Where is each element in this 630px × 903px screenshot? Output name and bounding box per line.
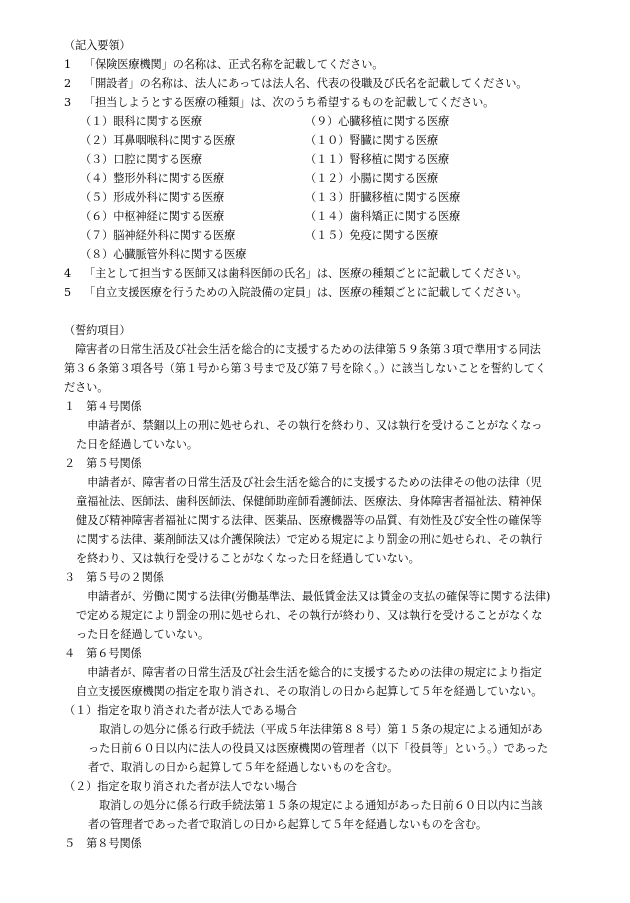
item-number: 1 <box>64 58 72 71</box>
section-title: ５ 第８号関係 <box>64 837 142 850</box>
section-body-line: 申請者が、労働に関する法律(労働基準法、最低賃金法又は賃金の支払の確保等に関する法律) <box>76 590 551 603</box>
medical-type-item: （９）心臓移植に関する医療 <box>305 115 450 128</box>
medical-type-item: （１０）腎臓に関する医療 <box>305 134 439 147</box>
medical-type-item: （１４）歯科矯正に関する医療 <box>305 210 461 223</box>
subsection-body-line: 者の管理者であった者で取消しの日から起算して５年を経過しないものを含む。 <box>88 818 488 831</box>
pledge-intro-line: 障害者の日常生活及び社会生活を総合的に支援するための法律第５９条第３項で準用する同法 <box>64 343 541 356</box>
medical-type-item: （２）耳鼻咽喉科に関する医療 <box>80 134 236 147</box>
section-title: ３ 第５号の２関係 <box>64 571 164 584</box>
item-text: 「保険医療機関」の名称は、正式名称を記載してください。 <box>84 58 384 71</box>
item-number: 5 <box>64 286 72 299</box>
medical-type-item: （６）中枢神経に関する医療 <box>80 210 225 223</box>
item-number: 2 <box>64 77 72 90</box>
subsection-body-line: 取消しの処分に係る行政手続法第１５条の規定による通知があった日前６０日以内に当該 <box>88 799 543 812</box>
instructions-heading: （記入要領） <box>64 39 131 52</box>
subsection-title: （１）指定を取り消された者が法人である場合 <box>64 704 297 717</box>
medical-type-item: （１１）腎移植に関する医療 <box>305 153 450 166</box>
section-body-line: を終わり、又は執行を受けることがなくなった日を経過していない。 <box>76 552 420 565</box>
medical-type-item: （３）口腔に関する医療 <box>80 153 202 166</box>
section-body-line: 健及び精神障害者福祉に関する法律、医薬品、医療機器等の品質、有効性及び安全性の確保等 <box>76 514 542 527</box>
item-text: 「担当しようとする医療の種類」は、次のうち希望するものを記載してください。 <box>84 96 495 109</box>
medical-type-item: （７）脳神経外科に関する医療 <box>80 229 236 242</box>
section-body-line: 童福祉法、医師法、歯科医師法、保健師助産師看護師法、医療法、身体障害者福祉法、精神保 <box>76 495 542 508</box>
instruction-item <box>64 283 528 302</box>
section-body-line: った日を経過していない。 <box>76 628 210 641</box>
medical-type-item: （４）整形外科に関する医療 <box>80 172 225 185</box>
section-title: ４ 第６号関係 <box>64 647 142 660</box>
instruction-item <box>64 264 528 283</box>
medical-type-item: （１２）小腸に関する医療 <box>305 172 439 185</box>
section-body-line: で定める規定により罰金の刑に処せられ、その執行が終わり、又は執行を受けることがなくな <box>76 609 543 622</box>
pledge-heading: （誓約項目） <box>64 324 131 337</box>
item-text: 「自立支援医療を行うための入院設備の定員」は、医療の種類ごとに記載してください。 <box>84 286 528 299</box>
section-body-line: 自立支援医療機関の指定を取り消され、その取消しの日から起算して５年を経過していない。 <box>76 685 543 698</box>
item-text: 「開設者」の名称は、法人にあっては法人名、代表の役職及び氏名を記載してください。 <box>84 77 528 90</box>
subsection-body-line: 取消しの処分に係る行政手続法（平成５年法律第８８号）第１５条の規定による通知があ <box>88 723 543 736</box>
pledge-intro-line: ださい。 <box>64 381 109 394</box>
section-title: １ 第４号関係 <box>64 400 142 413</box>
item-number: 3 <box>64 96 72 109</box>
item-number: 4 <box>64 267 72 280</box>
item-text: 「主として担当する医師又は歯科医師の氏名」は、医療の種類ごとに記載してください。 <box>84 267 528 280</box>
subsection-body-line: った日前６０日以内に法人の役員又は医療機関の管理者（以下「役員等」という。）であった <box>88 742 548 755</box>
medical-type-item: （５）形成外科に関する医療 <box>80 191 225 204</box>
medical-type-item: （１３）肝臓移植に関する医療 <box>305 191 461 204</box>
subsection-body-line: 者で、取消しの日から起算して５年を経過しないものを含む。 <box>88 761 399 774</box>
medical-type-item: （１５）免疫に関する医療 <box>305 229 439 242</box>
subsection-title: （２）指定を取り消された者が法人でない場合 <box>64 780 297 793</box>
section-title: ２ 第５号関係 <box>64 457 142 470</box>
instruction-item <box>64 93 494 112</box>
section-body-line: 申請者が、障害者の日常生活及び社会生活を総合的に支援するための法律その他の法律（児 <box>76 476 542 489</box>
pledge-intro-line: 第３６条第３項各号（第１号から第３号まで及び第７号を除く。）に該当しないことを誓約してく <box>64 362 547 375</box>
section-body-line: 申請者が、障害者の日常生活及び社会生活を総合的に支援するための法律の規定により指定 <box>76 666 542 679</box>
instruction-item <box>64 74 527 93</box>
section-body-line: に関する法律、薬剤師法又は介護保険法）で定める規定により罰金の刑に処せられ、その執行 <box>76 533 543 546</box>
medical-type-item: （８）心臓脈管外科に関する医療 <box>80 248 247 261</box>
section-body-line: た日を経過していない。 <box>76 438 198 451</box>
medical-type-item: （１）眼科に関する医療 <box>80 115 202 128</box>
instruction-item <box>64 55 383 74</box>
section-body-line: 申請者が、禁錮以上の刑に処せられ、その執行を終わり、又は執行を受けることがなくなっ <box>76 419 543 432</box>
